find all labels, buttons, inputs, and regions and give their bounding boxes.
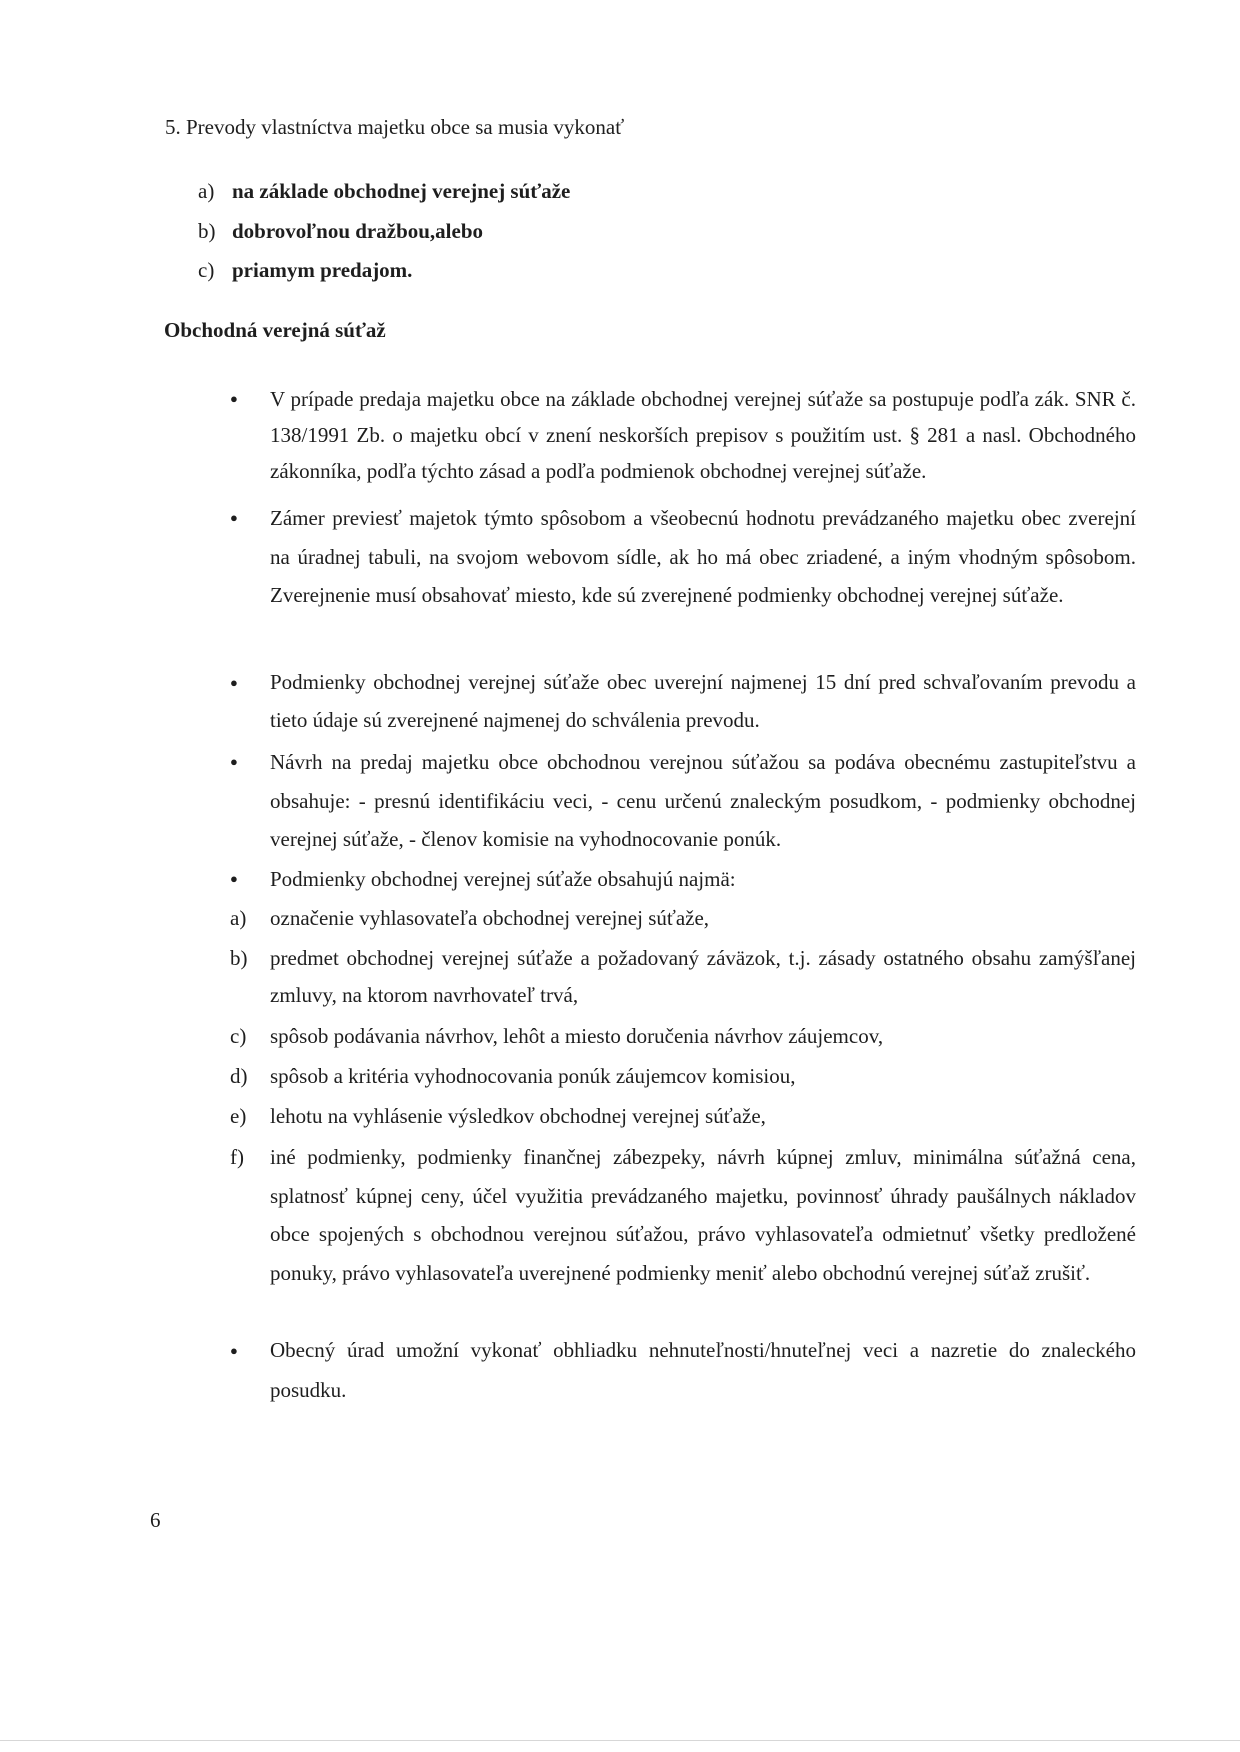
section-intro: 5. Prevody vlastníctva majetku obce sa musia vykonať [165, 115, 625, 139]
condition-marker: d) [230, 1064, 248, 1088]
condition-marker: c) [230, 1024, 247, 1048]
option-c-text: priamym predajom. [232, 258, 413, 282]
condition-text: označenie vyhlasovateľa obchodnej verejnej súťaže, [270, 906, 710, 930]
condition-item [230, 940, 1136, 1014]
condition-text: predmet obchodnej verejnej súťaže a požadovaný záväzok, t.j. zásady ostatného obsahu zamýšľanej zmluvy, na ktorom navrhovateľ trvá, [270, 946, 1136, 1007]
condition-marker: e) [230, 1104, 247, 1128]
option-a-marker: a) [198, 179, 215, 203]
condition-item [230, 1058, 1136, 1094]
condition-item [230, 900, 1136, 936]
bullet-icon: ● [230, 675, 238, 690]
option-c-marker: c) [198, 258, 215, 282]
bullet-item [230, 499, 1136, 615]
bullet-icon: ● [230, 1343, 238, 1358]
condition-marker: b) [230, 946, 248, 970]
condition-text: spôsob a kritéria vyhodnocovania ponúk záujemcov komisiou, [270, 1064, 796, 1088]
option-b-marker: b) [198, 219, 216, 243]
bullet-text: Zámer previesť majetok týmto spôsobom a všeobecnú hodnotu prevádzaného majetku obec zverejní na úradnej tabuli, na svojom webovom sídle, ak ho má obec zriadené, a iným vhodným spôsobom. Zverejnenie musí obsahovať miesto, kde sú zverejnené podmienky obchodnej verejnej súťaže. [270, 506, 1136, 607]
condition-item [230, 1018, 1136, 1054]
condition-text: iné podmienky, podmienky finančnej zábezpeky, návrh kúpnej zmluv, minimálna súťažná cena, splatnosť kúpnej ceny, účel využitia prevádzaného majetku, povinnosť úhrady paušálnych nákladov obce spojených s obchodnou verejnou súťažou, právo vyhlasovateľa odmietnuť všetky predložené ponuky, právo vyhlasovateľa uverejnené podmienky meniť alebo obchodnú verejnej súťaž zrušiť. [270, 1145, 1136, 1285]
option-b [198, 219, 483, 244]
bullet-text: Návrh na predaj majetku obce obchodnou verejnou súťažou sa podáva obecnému zastupiteľstvu a obsahuje: - presnú identifikáciu veci, - cenu určenú znaleckým posudkom, - podmienky obchodnej verejnej súťaže, - členov komisie na vyhodnocovanie ponúk. [270, 750, 1136, 851]
bullet-item [230, 743, 1136, 859]
bullet-text: V prípade predaja majetku obce na základe obchodnej verejnej súťaže sa postupuje podľa zák. SNR č. 138/1991 Zb. o majetku obcí v znení neskorších prepisov s použitím ust. § 281 a nasl. Obchodného zákonníka, podľa týchto zásad a podľa podmienok obchodnej verejnej súťaže. [270, 387, 1136, 483]
bullet-text: Obecný úrad umožní vykonať obhliadku nehnuteľnosti/hnuteľnej veci a nazretie do znaleckého posudku. [270, 1338, 1136, 1402]
bullet-text: Podmienky obchodnej verejnej súťaže obsahujú najmä: [270, 867, 736, 891]
bullet-item [230, 381, 1136, 489]
page-number: 6 [150, 1508, 161, 1532]
bullet-item [230, 861, 1136, 897]
bullet-icon: ● [230, 510, 238, 525]
condition-text: lehotu na vyhlásenie výsledkov obchodnej verejnej súťaže, [270, 1104, 766, 1128]
bullet-icon: ● [230, 391, 238, 406]
bullet-text: Podmienky obchodnej verejnej súťaže obec uverejní najmenej 15 dní pred schvaľovaním prevodu a tieto údaje sú zverejnené najmenej do schválenia prevodu. [270, 670, 1136, 732]
option-a-text: na základe obchodnej verejnej súťaže [232, 179, 571, 203]
option-b-text: dobrovoľnou dražbou,alebo [232, 219, 484, 243]
condition-marker: a) [230, 906, 247, 930]
condition-marker: f) [230, 1145, 244, 1169]
scan-edge-divider [0, 1740, 1240, 1741]
condition-item [230, 1098, 1136, 1134]
condition-text: spôsob podávania návrhov, lehôt a miesto doručenia návrhov záujemcov, [270, 1024, 884, 1048]
condition-item [230, 1138, 1136, 1292]
bullet-item [230, 664, 1136, 739]
bullet-icon: ● [230, 754, 238, 769]
bullet-icon: ● [230, 871, 238, 886]
section-heading: Obchodná verejná súťaž [164, 318, 386, 342]
option-a [198, 179, 570, 204]
option-c [198, 258, 412, 283]
bullet-item [230, 1331, 1136, 1410]
